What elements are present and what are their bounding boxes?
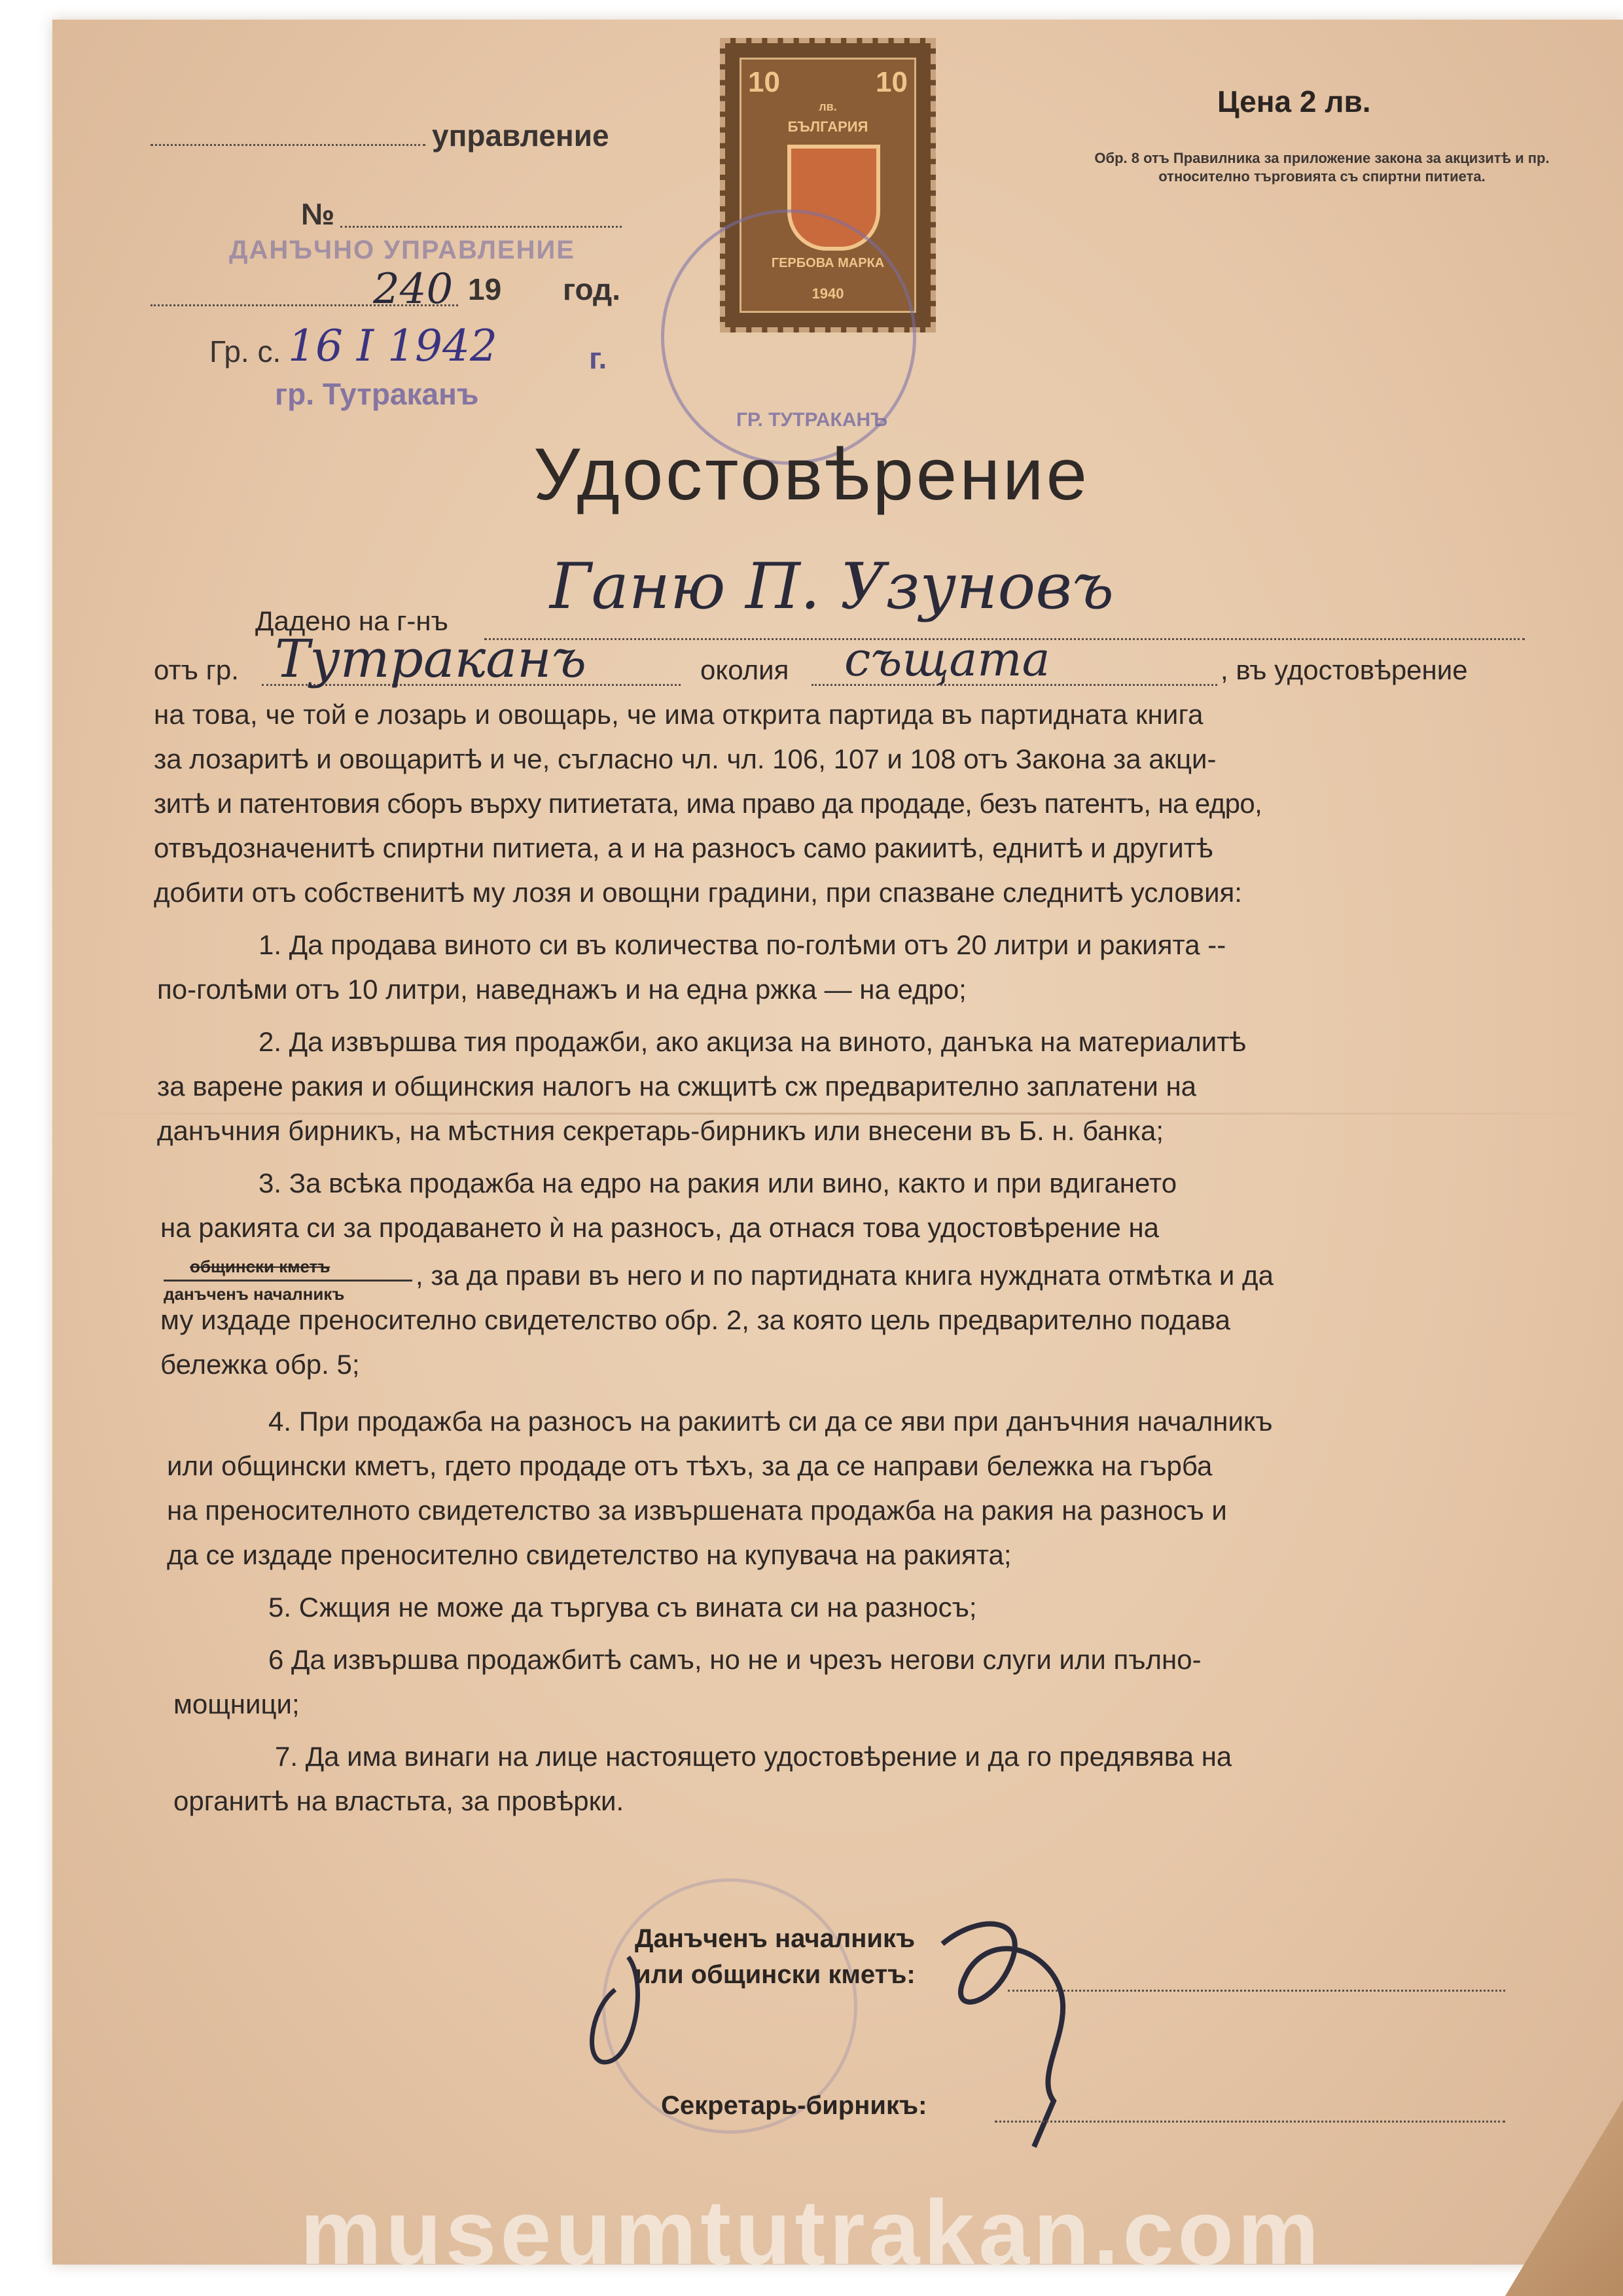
condition-7-line-1: 7. Да има винаги на лице настоящето удостовѣрение и да го предявява на <box>275 1741 1232 1772</box>
stamp-value-left: 10 <box>748 66 780 98</box>
given-to-name: Ганю П. Узуновъ <box>550 550 1115 623</box>
signature-label-1: Данъченъ началникъ <box>635 1924 916 1953</box>
body-line-5: добити отъ собственитѣ му лозя и овощни градини, при спазване следнитѣ условия: <box>154 877 1242 908</box>
condition-6-line-1: 6 Да извършва продажбитѣ самъ, но не и чрезъ негови слуги или пълно- <box>268 1644 1202 1675</box>
condition-6-line-2: мощници; <box>173 1689 300 1719</box>
city-handwritten: 16 I 1942 <box>288 321 497 371</box>
condition-4-line-3: на преносителното свидетелство за извършената продажба на ракия на разносъ и <box>167 1495 1227 1526</box>
city-stamp: гр. Тутраканъ <box>275 377 479 411</box>
stamp-currency: лв. <box>819 100 837 113</box>
condition-3-line-1: 3. За всѣка продажба на едро на ракия или вино, както и при вдигането <box>259 1168 1177 1198</box>
body-line-4: отвъдозначенитѣ спиртни питиета, а и на разносъ само ракиитѣ, еднитѣ и другитѣ <box>154 833 1213 863</box>
condition-7-line-2: органитѣ на властьта, за провѣрки. <box>173 1785 624 1816</box>
condition-1-line-1: 1. Да продава виното си въ количества по-голѣми отъ 20 литри и ракията -- <box>259 929 1226 960</box>
stamp-country: БЪЛГАРИЯ <box>787 118 868 135</box>
department-dotted-line <box>151 144 425 146</box>
body-line-1: на това, че той е лозарь и овощарь, че има открита партида въ партидната книга <box>154 699 1204 730</box>
city-label: Гр. с. <box>209 334 281 368</box>
condition-4-line-2: или общински кметъ, гдето продаде отъ тѣхъ, за да се направи бележка на гърба <box>167 1450 1213 1481</box>
condition-2-line-3: данъчния бирникъ, на мѣстния секретарь-бирникъ или внесени въ Б. н. банка; <box>157 1115 1164 1146</box>
number-label: № <box>301 197 335 231</box>
condition-4-line-1: 4. При продажба на разносъ на ракиитѣ си да се яви при данъчния началникъ <box>268 1406 1273 1437</box>
regulation-reference: Обр. 8 отъ Правилника за приложение закона за акцизитѣ и пр. относително търговията съ спиртни питиета. <box>1094 150 1550 185</box>
signature-main-stroke <box>942 1924 1063 2147</box>
document-title: Удостовѣрение <box>533 433 1090 515</box>
fraction-bottom: данъченъ началникъ <box>164 1284 345 1304</box>
given-to-label: Дадено на г-нъ <box>255 605 448 636</box>
condition-5-line: 5. Сжщия не може да търгува съ вината си на разносъ; <box>268 1592 977 1623</box>
department-label: управление <box>432 118 609 152</box>
stamp-overlay-text: ДАНЪЧНО УПРАВЛЕНИЕ <box>229 236 575 264</box>
district-label: околия <box>700 655 789 685</box>
condition-2-line-2: за варене ракия и общинския налогъ на сжщитѣ сж предварително заплатени на <box>157 1071 1197 1102</box>
from-city-label: отъ гр. <box>154 655 239 685</box>
fraction-bar <box>164 1280 412 1282</box>
date-label: 19 <box>468 272 502 306</box>
body-line-0: , въ удостовѣрение <box>1221 655 1468 685</box>
from-city-value: Тутраканъ <box>275 628 587 689</box>
secretary-label: Секретарь-бирникъ: <box>661 2091 927 2120</box>
signature-loop-stroke <box>592 1957 638 2062</box>
body-line-2: за лозаритѣ и овощаритѣ и че, съгласно чл. чл. 106, 107 и 108 отъ Закона за акци- <box>154 744 1217 774</box>
price-label: Цена 2 лв. <box>1217 84 1371 118</box>
condition-3-line-4: му издаде преносително свидетелство обр. 2, за която цель предварително подава <box>160 1304 1230 1335</box>
condition-3-line-2: на ракията си за продаването ѝ на разносъ, да отнася това удостовѣрение на <box>160 1212 1160 1243</box>
condition-1-line-2: по-голѣми отъ 10 литри, наведнажъ и на една ржка — на едро; <box>157 974 967 1005</box>
stamp-value-right: 10 <box>876 66 908 98</box>
round-seal-top <box>661 209 916 465</box>
seal-text: ГР. ТУТРАКАНЪ <box>736 409 888 431</box>
number-dotted-line <box>340 226 622 228</box>
condition-3-line-5: бележка обр. 5; <box>160 1349 360 1380</box>
paper-crease <box>52 1113 1623 1115</box>
fraction-top: общински кметъ <box>190 1257 330 1276</box>
city-suffix: г. <box>589 341 607 375</box>
condition-3-line-3: , за да прави въ него и по партидната книга нуждната отмѣтка и да <box>416 1260 1274 1291</box>
condition-2-line-1: 2. Да извършва тия продажби, ако акциза на виното, данъка на материалитѣ <box>259 1026 1247 1057</box>
secretary-dotted-line <box>995 2121 1505 2123</box>
stamp-year: 1940 <box>812 285 844 302</box>
watermark: museumtutrakan.com <box>300 2181 1323 2284</box>
date-suffix: год. <box>563 272 621 306</box>
stamp-label: ГЕРБОВА МАРКА <box>771 256 885 270</box>
signature-label-2: или общински кметъ: <box>635 1960 916 1989</box>
district-value: същата <box>844 632 1050 687</box>
body-line-3: зитѣ и патентовия сборъ върху питиетата, има право да продаде, безъ патентъ, на едро, <box>154 788 1262 819</box>
date-handwritten: 240 <box>373 265 454 314</box>
condition-4-line-4: да се издаде преносително свидетелство на купувача на ракията; <box>167 1539 1012 1570</box>
